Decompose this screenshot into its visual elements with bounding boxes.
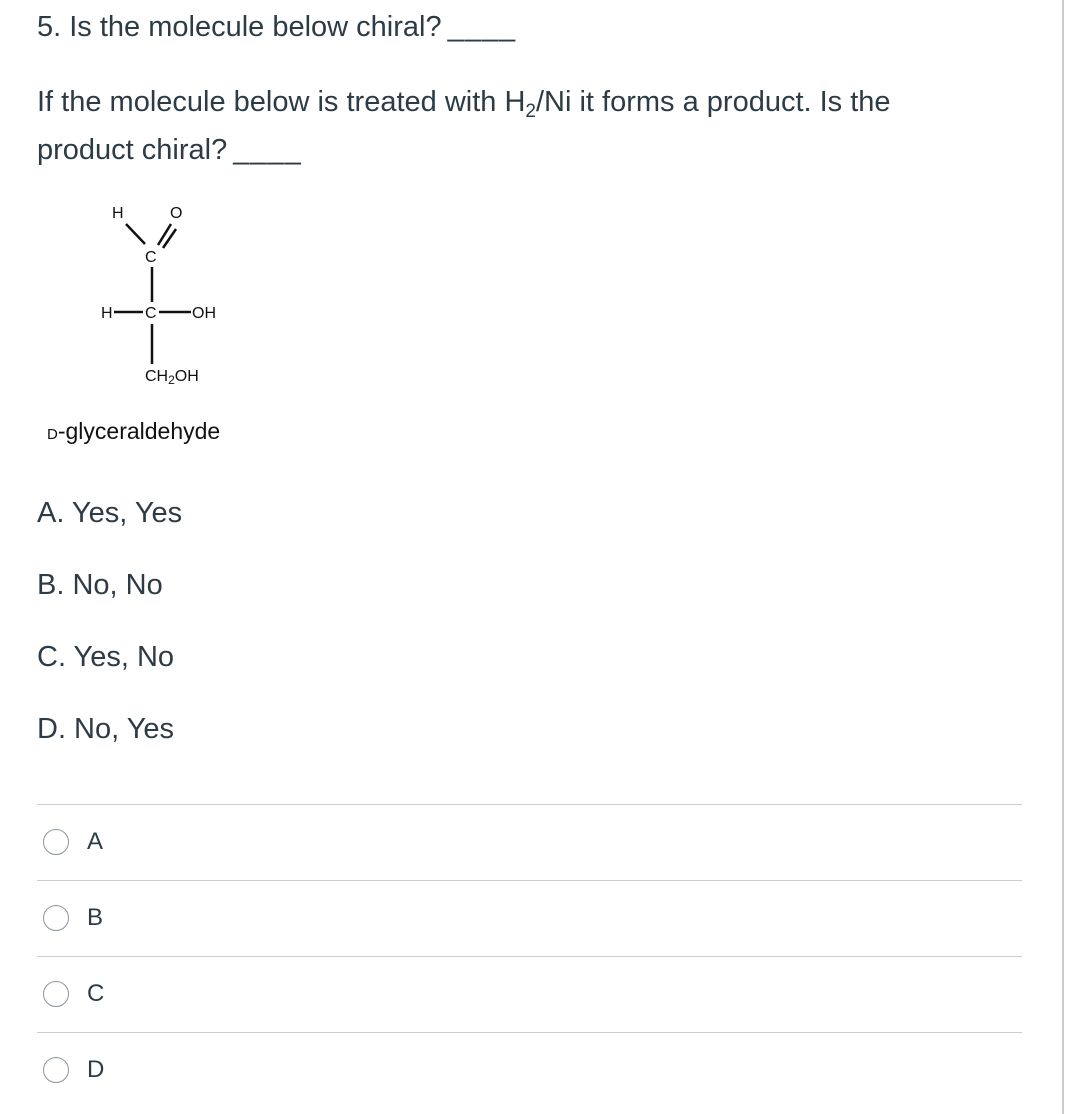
bond-c-o-1 [158,224,171,245]
answer-label[interactable]: D [87,1056,105,1083]
atom-c-mid: C [145,305,157,322]
question-text-3: product chiral? [37,134,228,166]
answer-option-c[interactable] [37,957,1022,1033]
answer-blank-2: ____ [233,134,302,166]
answer-label[interactable]: C [87,980,105,1007]
answer-label[interactable]: A [87,828,104,855]
molecule-name: D-glyceraldehyde [47,418,221,444]
choice-text-b: B. No, No [37,569,163,601]
glyceraldehyde-structure-diagram [37,192,297,412]
atom-o-top: O [170,205,183,222]
choice-text-a: A. Yes, Yes [37,497,183,529]
question-text-2b: /Ni it forms a product. Is the [535,86,891,118]
radio-button[interactable] [43,905,69,931]
atom-c-top: C [145,249,157,266]
radio-button[interactable] [43,1057,69,1083]
answer-blank-1: ____ [447,11,517,43]
subscript: 2 [525,101,536,122]
atom-h-left: H [101,305,113,322]
answer-label[interactable]: B [87,904,104,931]
question-text: 5. Is the molecule below chiral? [37,11,442,43]
answer-option-a[interactable] [37,805,1022,881]
answer-option-d[interactable] [37,1033,1022,1108]
atom-h-top: H [112,205,124,222]
question-block [37,0,1022,174]
choice-text-d: D. No, Yes [37,713,175,745]
radio-button[interactable] [43,981,69,1007]
group-ch2oh: CH2OH [145,368,199,387]
bond-c-h [126,224,145,244]
question-line-2 [37,78,1022,174]
question-line-1 [37,10,1022,44]
molecule-structure [37,192,297,462]
choice-text-c: C. Yes, No [37,641,175,673]
question-text-2a: If the molecule below is treated with H [37,86,526,118]
answer-option-b[interactable] [37,881,1022,957]
choices-list [37,496,182,784]
answer-options [37,804,1022,1108]
group-oh: OH [192,305,216,322]
radio-button[interactable] [43,829,69,855]
page-border [1062,0,1064,1114]
